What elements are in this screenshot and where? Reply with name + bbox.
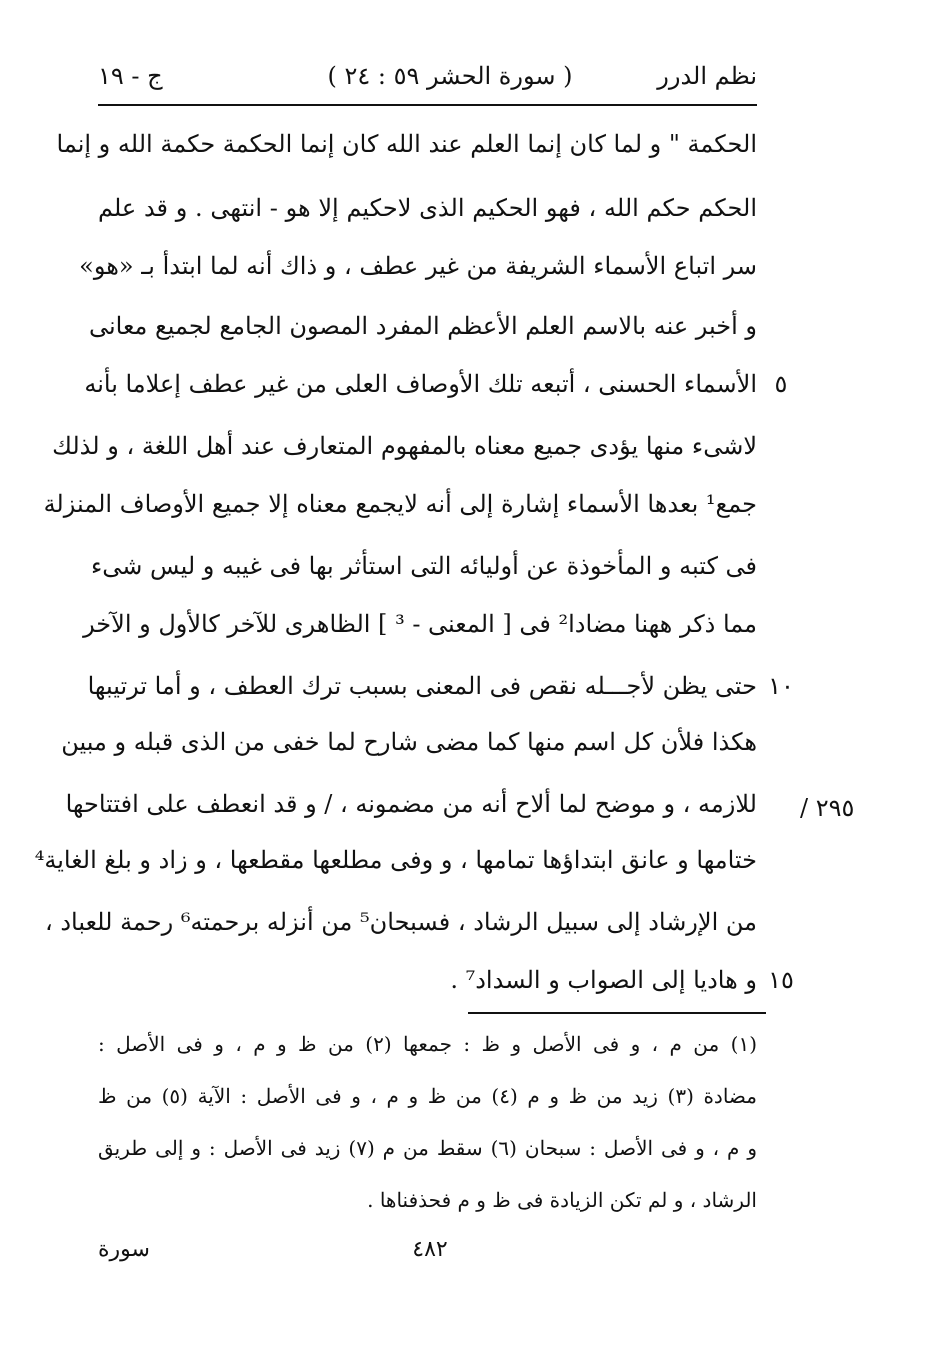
text-line: فى كتبه و المأخوذة عن أوليائه التى استأثر بها فى غيبه و ليس شىء [91,552,757,580]
text-line: مما ذكر ههنا مضادا² فى [ المعنى - ³ ] الظاهرى للآخر كالأول و الآخر [83,610,757,638]
line-number: ٥ [774,370,788,398]
text-line: سر اتباع الأسماء الشريفة من غير عطف ، و ذاك أنه لما ابتدأ بـ «هو» [79,252,757,280]
footnote-rule [468,1012,766,1014]
text-line: للازمه ، و موضح لما ألاح أنه من مضمونه ، / و قد انعطف على افتتاحها [65,790,757,818]
header-rule [98,104,757,106]
text-line: هكذا فلأن كل اسم منها كما مضى شارح لما خفى من الذى قبله و مبين [61,728,757,756]
text-line: الأسماء الحسنى ، أتبعه تلك الأوصاف العلى من غير عطف إعلاما بأنه [84,370,757,398]
text-line: الحكمة " و لما كان إنما العلم عند الله كان إنما الحكمة حكمة الله و إنما [56,130,757,158]
text-line: من الإرشاد إلى سبيل الرشاد ، فسبحان⁵ من أنزله برحمته⁶ رحمة للعباد ، [44,908,757,936]
line-number: ١٠ [768,672,794,700]
footnote-line: مضادة (٣) زيد من ظ و م (٤) من ظ و م ، و فى الأصل : الآية (٥) من ظ [98,1084,757,1108]
page-number: ٤٨٢ [412,1237,448,1262]
text-line: و هاديا إلى الصواب و السداد⁷ . [450,966,757,994]
running-title: نظم الدرر [657,62,757,90]
footnote-line: (١) من م ، و فى الأصل و ظ : جمعها (٢) من ظ و م ، و فى الأصل : [98,1032,757,1056]
footnote-line: الرشاد ، و لم تكن الزيادة فى ظ و م فحذفناها . [367,1188,757,1212]
text-line: لاشىء منها يؤدى جميع معناه بالمفهوم المتعارف عند أهل اللغة ، و لذلك [52,432,757,460]
text-line: و أخبر عنه بالاسم العلم الأعظم المفرد المصون الجامع لجميع معانى [88,312,757,340]
text-line: حتى يظن لأجـــله نقص فى المعنى بسبب ترك العطف ، و أما ترتيبها [87,672,757,700]
surah-reference: ( سورة الحشر ٥٩ : ٢٤ ) [327,62,573,90]
text-line: الحكم حكم الله ، فهو الحكيم الذى لاحكيم إلا هو - انتهى . و قد علم [98,194,757,222]
margin-page-note: / ٢٩٥ [800,794,855,822]
footnote-line: و م ، و فى الأصل : سبحان (٦) سقط من م (٧) زيد فى الأصل : و إلى طريق [98,1136,757,1160]
text-line: ختامها و عانق ابتداؤها تمامها ، و وفى مطلعها مقطعها ، و زاد و بلغ الغاية⁴ [34,846,757,874]
volume-reference: ج - ١٩ [98,62,163,90]
line-number: ١٥ [768,966,794,994]
text-line: جمع¹ بعدها الأسماء إشارة إلى أنه لايجمع معناه إلا جميع الأوصاف المنزلة [43,490,757,518]
catchword: سورة [98,1237,150,1262]
